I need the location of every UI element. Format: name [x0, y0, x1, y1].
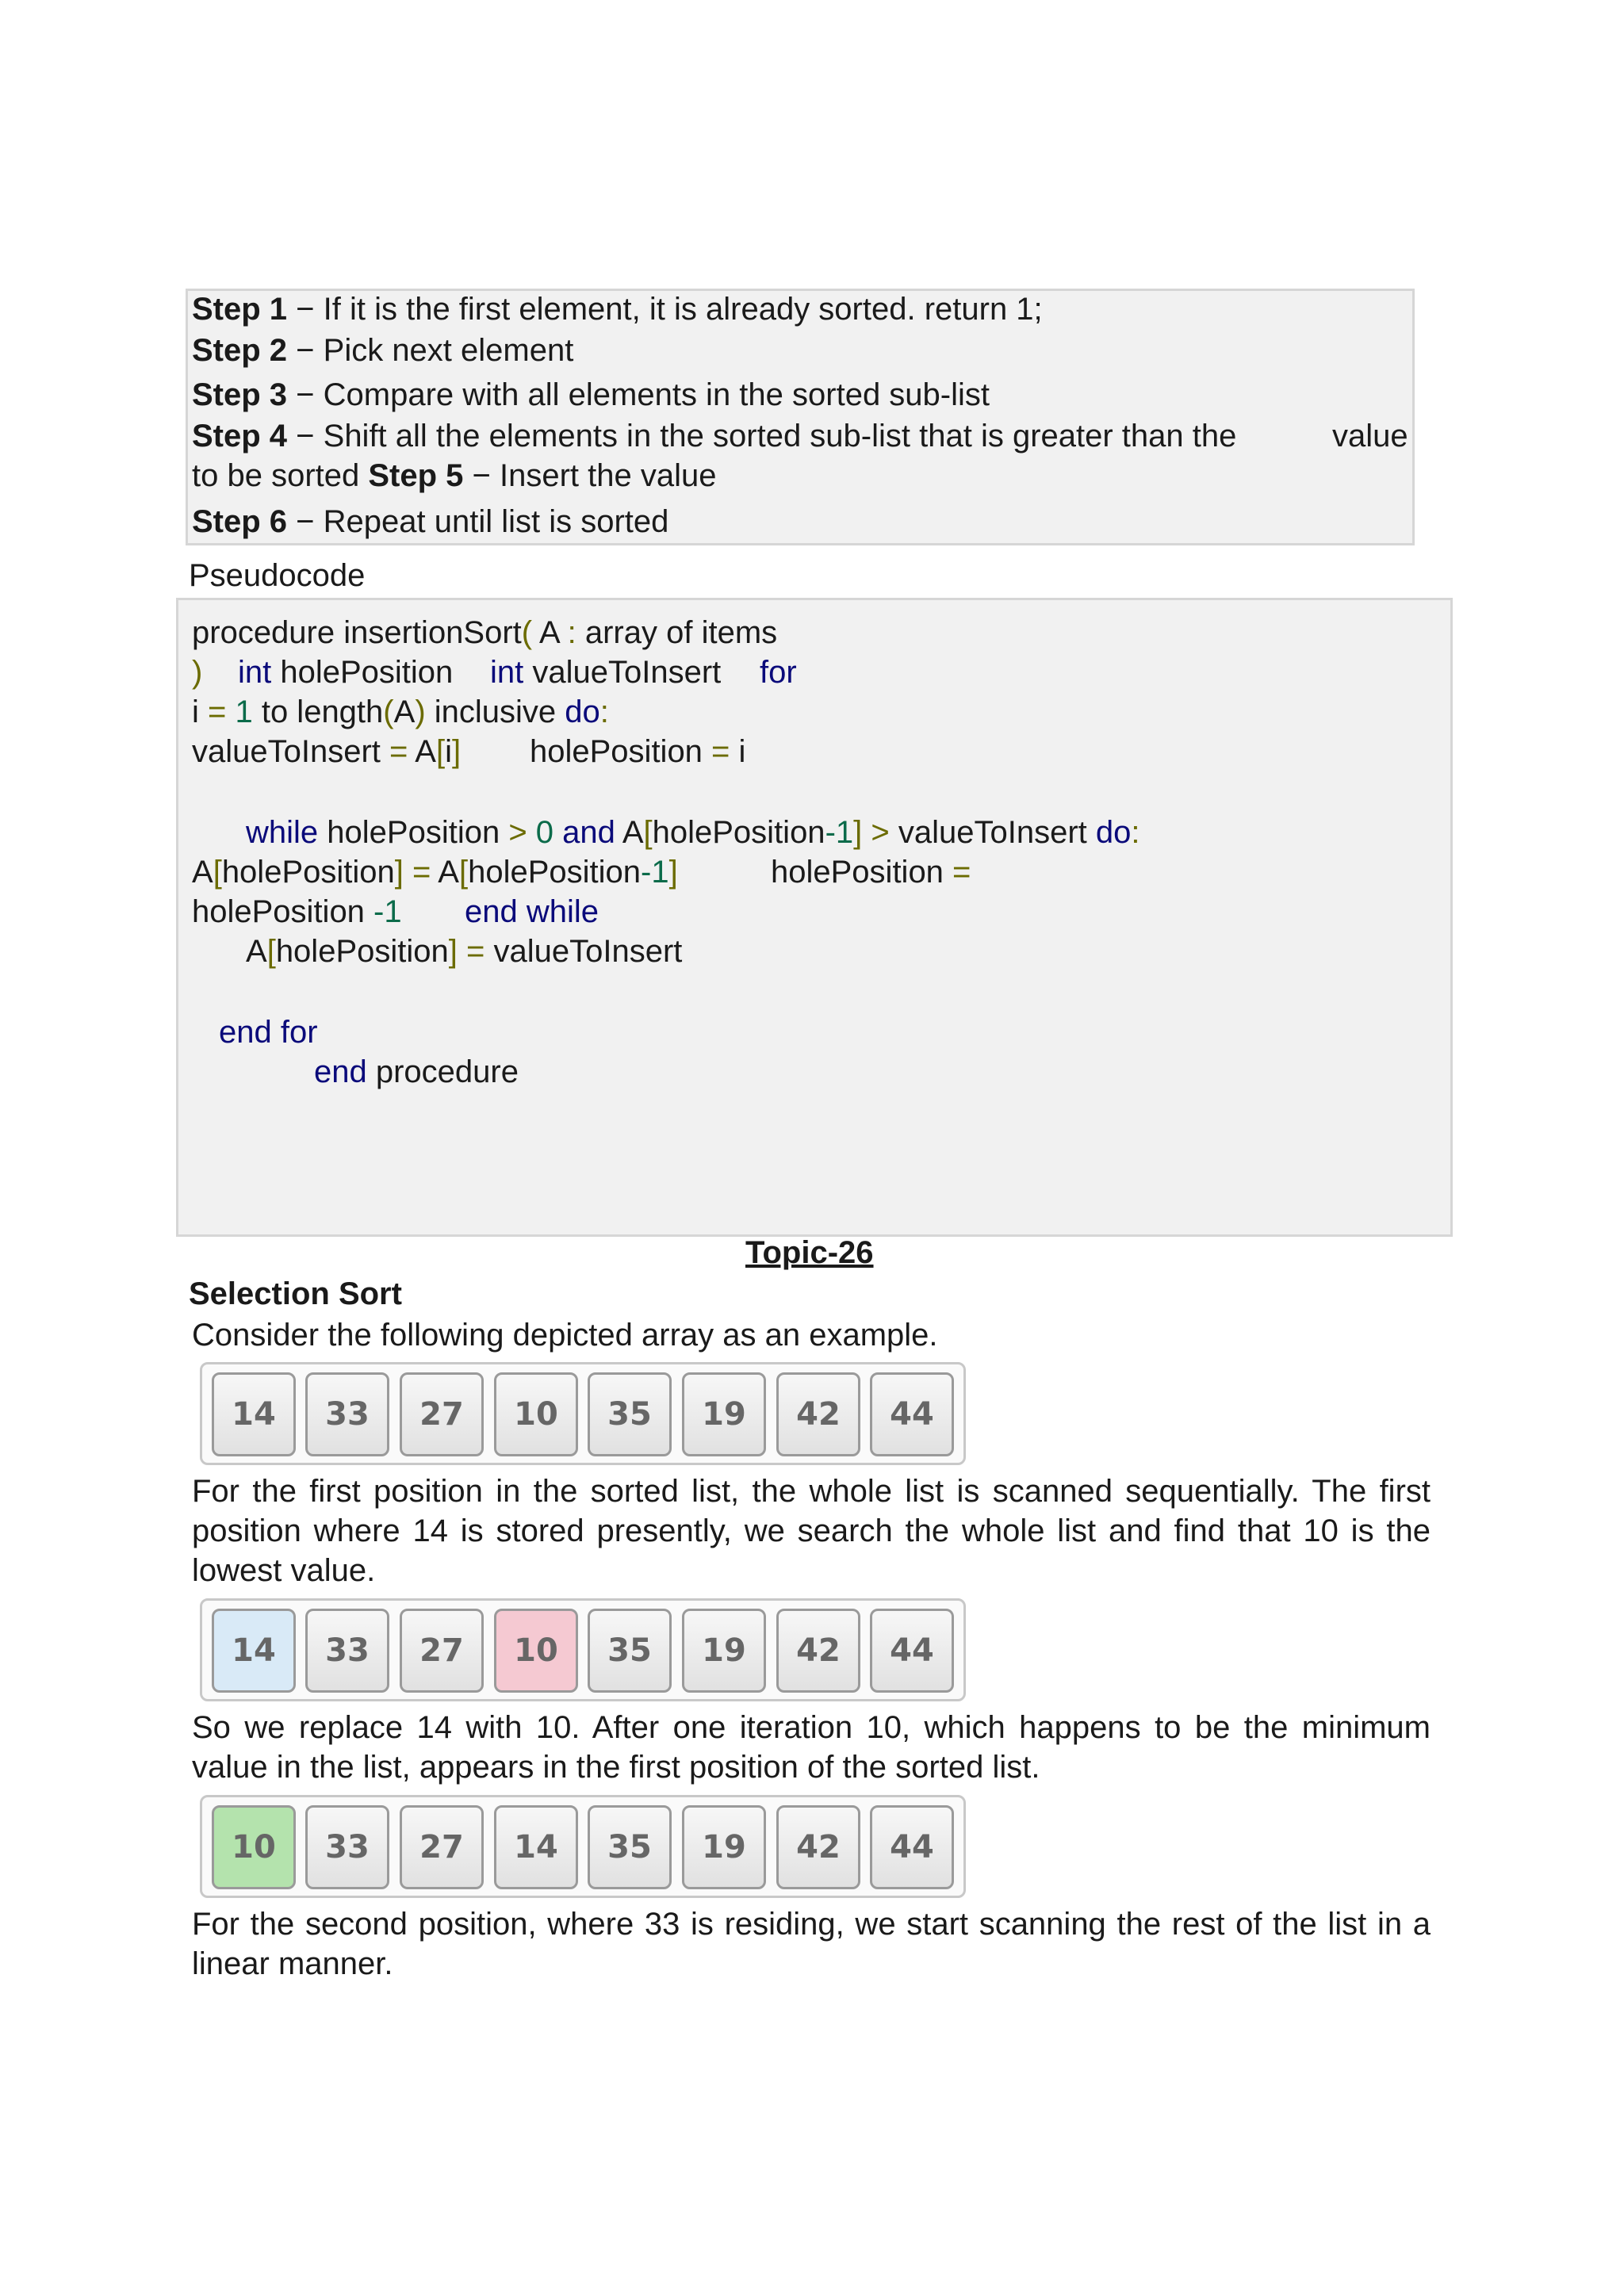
code-token: holePosition [271, 655, 454, 690]
code-token: A [192, 855, 213, 890]
step-6-label: Step 6 [192, 504, 288, 539]
code-token: = [711, 734, 730, 769]
array-cell [212, 1805, 296, 1889]
code-end-while: end while [465, 894, 599, 929]
code-token: holePosition [221, 855, 395, 890]
section-title: Selection Sort [189, 1276, 402, 1311]
paragraph-1: For the first position in the sorted list, the whole list is scanned sequentially. The first position where 14 is stored presently, we search the whole list and find that 10 is the lowest value. [192, 1474, 1431, 1588]
cell-value: 35 [607, 1396, 652, 1433]
array-diagram-1 [200, 1362, 966, 1465]
step-4-continuation [192, 457, 717, 495]
step-4-label: Step 4 [192, 419, 288, 453]
code-token: valueToInsert [523, 655, 722, 690]
code-token: [ [643, 815, 653, 850]
code-token: = [208, 695, 227, 729]
topic-title: Topic-26 [745, 1235, 874, 1270]
array-cell [305, 1805, 389, 1889]
array-cell [588, 1609, 672, 1693]
cell-value: 14 [514, 1829, 558, 1866]
cell-value: 27 [419, 1396, 464, 1433]
code-token: [ [458, 855, 469, 890]
step-4-cont-text: to be sorted [192, 458, 369, 493]
code-token: ] [448, 934, 458, 969]
cell-value: 35 [607, 1632, 652, 1669]
array-cell [776, 1609, 860, 1693]
code-token: holePosition [192, 894, 374, 929]
array-cell [212, 1609, 296, 1693]
pseudocode-heading: Pseudocode [189, 558, 366, 593]
code-token: A [408, 734, 436, 769]
array-cell [870, 1372, 954, 1456]
array-cell [400, 1372, 484, 1456]
code-token: [ [213, 855, 222, 890]
code-line-while [246, 813, 1140, 851]
code-line-4 [192, 733, 461, 771]
cell-value: 27 [419, 1632, 464, 1669]
code-token: ) [192, 655, 203, 690]
code-token: A [532, 615, 568, 650]
code-token: ( [521, 615, 533, 650]
step-2 [192, 331, 573, 369]
code-token: > [508, 815, 527, 850]
code-keyword: while [246, 815, 319, 850]
code-line-2d [760, 653, 797, 691]
array-diagram-2 [200, 1598, 966, 1701]
code-end-procedure [314, 1053, 519, 1091]
array-cell [776, 1805, 860, 1889]
cell-value: 42 [796, 1829, 841, 1866]
cell-value: 33 [325, 1632, 370, 1669]
code-token: A [393, 695, 416, 729]
step-4-tail: value [1332, 419, 1408, 453]
cell-value: 35 [607, 1829, 652, 1866]
code-token: [ [266, 934, 276, 969]
code-line-3 [192, 693, 609, 731]
code-token: = [457, 934, 494, 969]
step-1-label: Step 1 [192, 292, 288, 327]
code-token: -1 [641, 855, 669, 890]
code-token: ] [668, 855, 678, 890]
code-token: [ [435, 734, 446, 769]
code-token: ) [415, 695, 426, 729]
code-token: -1 [825, 815, 854, 850]
code-token: procedure [366, 1054, 519, 1089]
code-token: -1 [373, 894, 402, 929]
code-token: A [615, 815, 644, 850]
cell-value: 33 [325, 1829, 370, 1866]
step-5-text: − Insert the value [463, 458, 717, 493]
array-diagram-3 [200, 1795, 966, 1898]
array-cell [494, 1805, 578, 1889]
code-token: = [389, 734, 408, 769]
code-line-shift [192, 853, 678, 891]
code-token: A [246, 934, 267, 969]
array-cell [776, 1372, 860, 1456]
cell-value: 27 [419, 1829, 464, 1866]
code-line-shift-b [771, 853, 971, 891]
array-cell [305, 1372, 389, 1456]
step-1 [192, 290, 1043, 328]
code-token: ( [383, 695, 394, 729]
code-line-final-assign [246, 932, 682, 970]
code-token: = [403, 855, 439, 890]
code-token: holePosition [275, 934, 449, 969]
code-token: insertionSort [335, 615, 522, 650]
code-end-for: end for [219, 1015, 318, 1050]
code-keyword: int [238, 655, 272, 690]
cell-value: 42 [796, 1632, 841, 1669]
code-line-2c [490, 653, 721, 691]
code-line-1 [192, 614, 777, 652]
code-token: to length [252, 695, 384, 729]
cell-value: 42 [796, 1396, 841, 1433]
cell-value: 44 [890, 1829, 934, 1866]
array-cell [870, 1805, 954, 1889]
code-token: i [730, 734, 746, 769]
code-line-2b [238, 653, 453, 691]
paragraph-2: So we replace 14 with 10. After one iteration 10, which happens to be the minimum value in the list, appears in the first position of the sorted list. [192, 1710, 1431, 1785]
step-4 [192, 417, 1236, 455]
array-cell [870, 1609, 954, 1693]
intro-text: Consider the following depicted array as an example. [192, 1318, 938, 1353]
array-cell [212, 1372, 296, 1456]
code-line-dec [192, 893, 402, 931]
code-line-2 [192, 653, 202, 691]
code-token: array of items [576, 615, 778, 650]
step-2-label: Step 2 [192, 333, 288, 368]
code-token: holePosition [530, 734, 712, 769]
code-token: i [192, 695, 208, 729]
step-6-text: − Repeat until list is sorted [287, 504, 669, 539]
code-token: 0 [527, 815, 554, 850]
array-cell [682, 1372, 766, 1456]
step-3 [192, 376, 990, 414]
array-cell [494, 1372, 578, 1456]
step-1-text: − If it is the first element, it is already sorted. return 1; [287, 292, 1043, 327]
cell-value: 14 [232, 1396, 276, 1433]
cell-value: 10 [514, 1396, 558, 1433]
step-3-text: − Compare with all elements in the sorted sub-list [287, 377, 990, 412]
cell-value: 44 [890, 1632, 934, 1669]
code-token: > [871, 815, 890, 850]
array-cell [588, 1805, 672, 1889]
array-cell [400, 1609, 484, 1693]
cell-value: 19 [702, 1396, 746, 1433]
code-token: holePosition [468, 855, 642, 890]
step-6 [192, 503, 668, 541]
code-token: : [567, 615, 576, 650]
code-token: holePosition [771, 855, 953, 890]
array-cell [494, 1609, 578, 1693]
cell-value: 19 [702, 1632, 746, 1669]
code-token: i [445, 734, 452, 769]
array-cell [682, 1609, 766, 1693]
cell-value: 10 [232, 1829, 276, 1866]
step-2-text: − Pick next element [287, 333, 574, 368]
code-token: ] [452, 734, 462, 769]
step-4-text: − Shift all the elements in the sorted sub-list that is greater than the [287, 419, 1237, 453]
array-cell [682, 1805, 766, 1889]
code-token: holePosition [652, 815, 825, 850]
paragraph-3: For the second position, where 33 is residing, we start scanning the rest of the list in a linear manner. [192, 1907, 1431, 1981]
code-token: ] [853, 815, 863, 850]
code-token: = [952, 855, 971, 890]
code-token: : [1131, 815, 1140, 850]
cell-value: 19 [702, 1829, 746, 1866]
code-keyword: do [565, 695, 600, 729]
step-3-label: Step 3 [192, 377, 288, 412]
code-keyword: end [314, 1054, 367, 1089]
cell-value: 10 [514, 1632, 558, 1669]
cell-value: 14 [232, 1632, 276, 1669]
code-line-4b [530, 733, 745, 771]
code-token: ] [394, 855, 404, 890]
code-token: 1 [226, 695, 253, 729]
cell-value: 33 [325, 1396, 370, 1433]
code-keyword: for [760, 655, 797, 690]
array-cell [588, 1372, 672, 1456]
code-token: valueToInsert [493, 934, 683, 969]
code-token: holePosition [318, 815, 509, 850]
code-token: A [438, 855, 459, 890]
code-keyword: do [1095, 815, 1132, 850]
array-cell [305, 1609, 389, 1693]
code-token: inclusive [425, 695, 565, 729]
code-token: valueToInsert [192, 734, 390, 769]
code-keyword: and [562, 815, 615, 850]
array-cell [400, 1805, 484, 1889]
code-keyword: int [490, 655, 524, 690]
code-token: valueToInsert [889, 815, 1096, 850]
code-token: procedure [192, 615, 335, 650]
step-5-label: Step 5 [368, 458, 464, 493]
cell-value: 44 [890, 1396, 934, 1433]
code-token: : [599, 695, 609, 729]
